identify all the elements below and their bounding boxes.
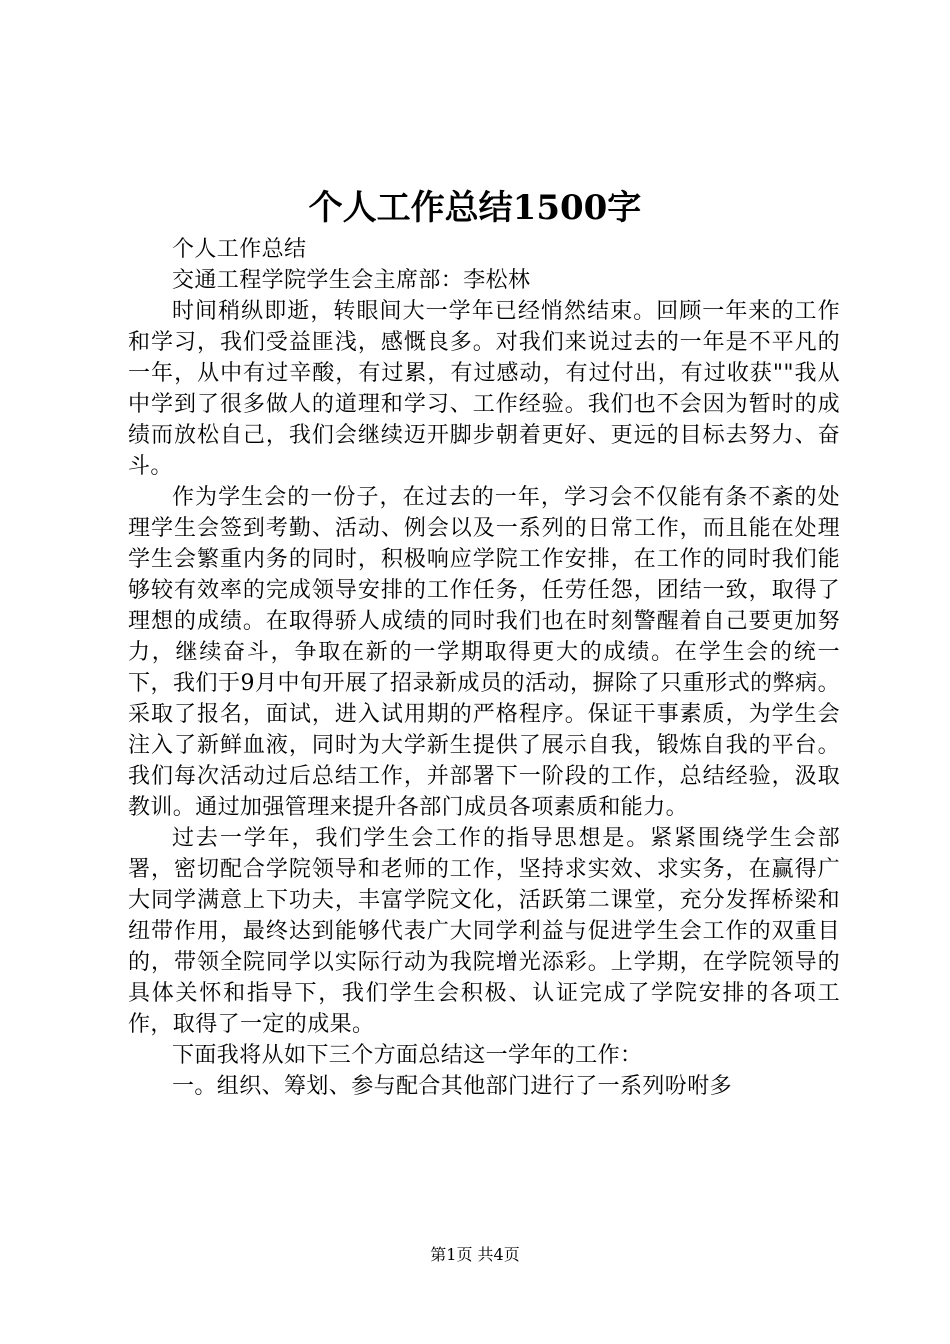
paragraph-author: 交通工程学院学生会主席部：李松林 bbox=[172, 268, 531, 293]
document-title: 个人工作总结1500字 bbox=[308, 188, 642, 228]
paragraph-item-one: 一。组织、筹划、参与配合其他部门进行了一系列吩咐多 bbox=[172, 1074, 733, 1099]
paragraph-outline: 下面我将从如下三个方面总结这一学年的工作： bbox=[172, 1043, 643, 1068]
paragraph-guidance: 过去一学年，我们学生会工作的指导思想是。紧紧围绕学生会部署，密切配合学院领导和老师的工作，坚持求实效、求实务，在赢得广大同学满意上下功夫，丰富学院文化，活跃第二课堂，充分发挥桥梁和纽带作用，最终达到能够代表广大同学利益与促进学生会工作的双重目的，带领全院同学以实际行动为我院增光添彩。上学期，在学院领导的具体关怀和指导下，我们学生会积极、认证完成了学院安排的各项工作，取得了一定的成果。 bbox=[128, 826, 840, 1037]
document-body bbox=[128, 234, 840, 1102]
paragraph-work: 作为学生会的一份子，在过去的一年，学习会不仅能有条不紊的处理学生会签到考勤、活动、例会以及一系列的日常工作，而且能在处理学生会繁重内务的同时，积极响应学院工作安排，在工作的同时我们能够较有效率的完成领导安排的工作任务，任劳任怨，团结一致，取得了理想的成绩。在取得骄人成绩的同时我们也在时刻警醒着自己要更加努力，继续奋斗，争取在新的一学期取得更大的成绩。在学生会的统一下，我们于9月中旬开展了招录新成员的活动，摒除了只重形式的弊病。采取了报名，面试，进入试用期的严格程序。保证干事素质，为学生会注入了新鲜血液，同时为大学新生提供了展示自我，锻炼自我的平台。我们每次活动过后总结工作，并部署下一阶段的工作，总结经验，汲取教训。通过加强管理来提升各部门成员各项素质和能力。 bbox=[128, 485, 840, 820]
paragraph-intro: 时间稍纵即逝，转眼间大一学年已经悄然结束。回顾一年来的工作和学习，我们受益匪浅，感慨良多。对我们来说过去的一年是不平凡的一年，从中有过辛酸，有过累，有过感动，有过付出，有过收获""我从中学到了很多做人的道理和学习、工作经验。我们也不会因为暂时的成绩而放松自己，我们会继续迈开脚步朝着更好、更远的目标去努力、奋斗。 bbox=[128, 299, 840, 479]
page-number: 第1页 共4页 bbox=[430, 1245, 520, 1264]
paragraph-heading: 个人工作总结 bbox=[172, 237, 307, 262]
